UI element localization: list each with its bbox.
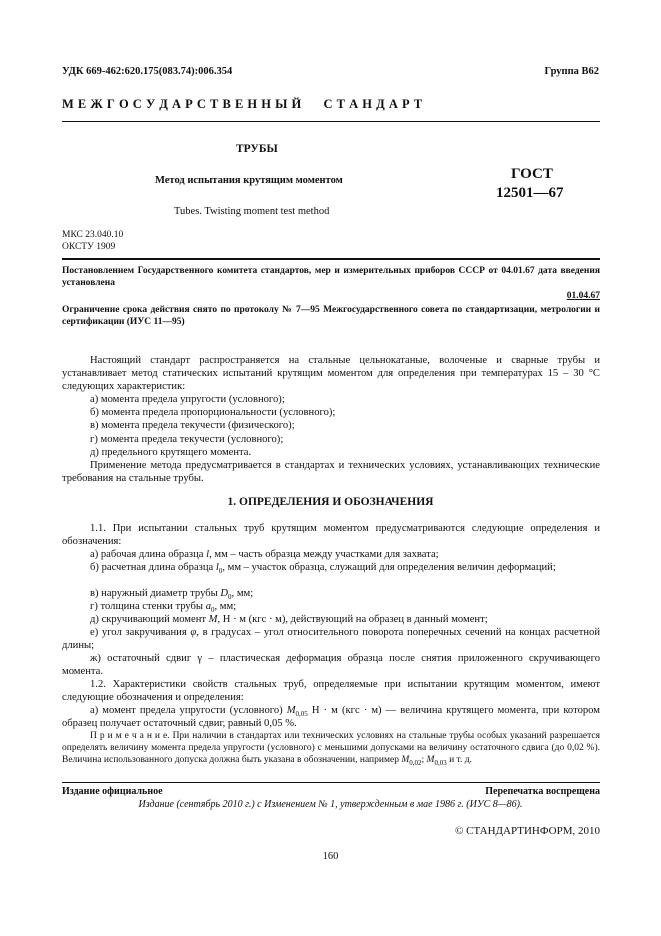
reprint-notice: Перепечатка воспрещена: [485, 786, 600, 797]
def-g: ж) остаточный сдвиг γ – пластическая деформация образца после снятия приложенного скручивающего момента.: [62, 653, 600, 678]
footer-rule: [62, 782, 600, 783]
header-rule: [62, 121, 600, 122]
list-item: д) предельного крутящего момента.: [90, 446, 252, 458]
intro-application: Применение метода предусматривается в стандартах и технических условиях, устанавливающих технические требования на стальные трубы.: [62, 460, 600, 485]
doc-subtitle: Метод испытания крутящим моментом: [155, 175, 343, 186]
decree-date: 01.04.67: [566, 291, 600, 301]
official-edition: Издание официальное: [62, 786, 163, 797]
classifiers: [62, 230, 123, 253]
limitation-text: Ограничение срока действия снято по протоколу № 7—95 Межгосударственного совета по стандартизации, метрологии и сертификации (ИУС 11—95): [62, 305, 600, 327]
def-f: е) угол закручивания φ, в градусах – угол относительного поворота поперечных сечений на концах расчетной длины;: [62, 627, 600, 652]
list-item: в) момента предела текучести (физического);: [90, 420, 295, 432]
def-c: в) наружный диаметр трубы $D_0$, мм;: [90, 588, 254, 602]
clause-1-2: 1.2. Характеристики свойств стальных труб, определяемые при испытании крутящим моментом, имеют следующие обозначения и определения:: [62, 679, 600, 704]
note: П р и м е ч а н и е. При наличии в стандартах или технических условиях на стальные трубы особых указаний разрешается определять величину момента предела упругости (условного) с меньшими допусками на величину остаточного сдвига (до 0,02 %). Величина использованного допуска должна быть указана в обозначении, например $M_{0,02}$; $M_{0,03}$ и т. д.: [62, 731, 600, 767]
def-d: г) толщина стенки трубы $a_0$, мм;: [90, 601, 237, 615]
list-item: а) момента предела упругости (условного);: [90, 394, 285, 405]
standard-type: М Е Ж Г О С У Д А Р С Т В Е Н Н Ы Й С Т А Н Д А Р Т: [62, 97, 423, 111]
def-e: д) скручивающий момент M, Н · м (кгс · м), действующий на образец в данный момент;: [90, 614, 488, 625]
edition-note: Издание (сентябрь 2010 г.) с Изменением № 1, утвержденным в мае 1986 г. (ИУС 8—86).: [138, 799, 523, 810]
mks-code: МКС 23.040.10: [62, 230, 124, 240]
intro-paragraph: Настоящий стандарт распространяется на стальные цельнокатаные, волоченые и сварные трубы и устанавливает метод статических испытаний крутящим моментом для определения при температурах 15 – 30 °C следующих характеристик:: [62, 355, 600, 393]
gost-label: ГОСТ: [511, 166, 553, 182]
page-number: 160: [322, 851, 339, 862]
decree-text: Постановлением Государственного комитета стандартов, мер и измерительных приборов СССР от 04.01.67 дата введения установлена: [62, 266, 600, 288]
list-item: г) момента предела текучести (условного);: [90, 433, 284, 445]
okstu-code: ОКСТУ 1909: [62, 241, 116, 252]
clause-1-1: 1.1. При испытании стальных труб крутящим моментом предусматриваются следующие определения и обозначения:: [62, 523, 600, 548]
characteristics-list: [90, 393, 335, 459]
def-a: а) рабочая длина образца l, мм – часть образца между участками для захвата;: [90, 549, 439, 560]
doc-title: ТРУБЫ: [236, 143, 278, 155]
clause-1-2-a: а) момент предела упругости (условного) $M_{0,05}$ Н · м (кгс · м) — величина крутящего момента, при котором образец получает остаточный сдвиг, равный 0,05 %.: [62, 705, 600, 730]
group-code: Группа В62: [544, 66, 599, 77]
copyright: © СТАНДАРТИНФОРМ, 2010: [455, 825, 600, 837]
title-rule: [62, 258, 600, 260]
udc-code: УДК 669-462:620.175(083.74):006.354: [62, 66, 233, 77]
section-heading: 1. ОПРЕДЕЛЕНИЯ И ОБОЗНАЧЕНИЯ: [227, 496, 434, 508]
doc-english-title: Tubes. Twisting moment test method: [174, 206, 330, 217]
def-b: б) расчетная длина образца $l_0$, мм – участок образца, служащий для определения величин деформаций;: [90, 562, 556, 576]
list-item: б) момента предела пропорциональности (условного);: [90, 407, 336, 419]
gost-number: 12501—67: [496, 185, 564, 201]
